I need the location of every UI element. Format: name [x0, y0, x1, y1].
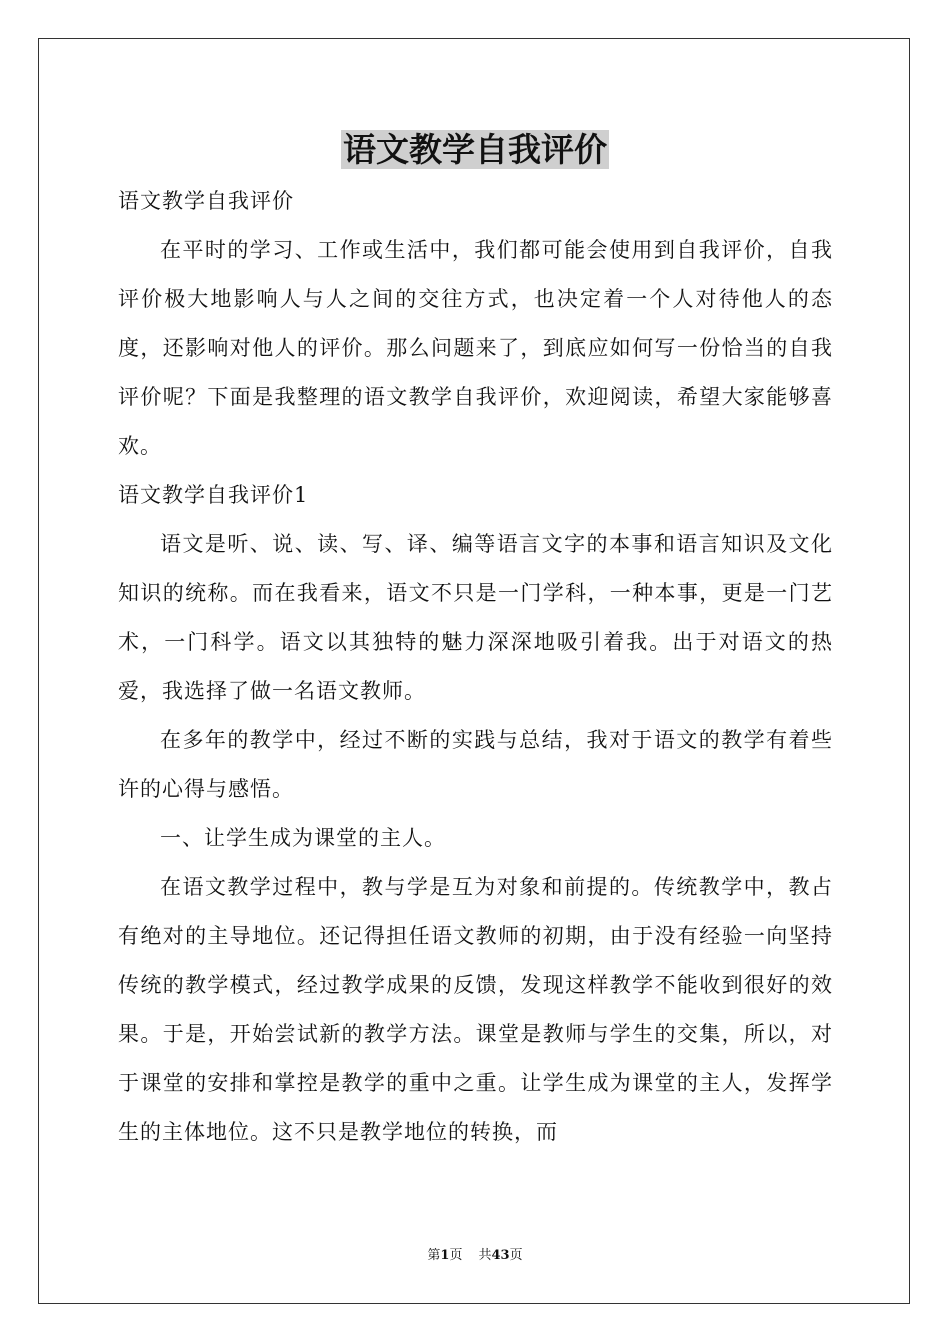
paragraph: 在平时的学习、工作或生活中，我们都可能会使用到自我评价，自我评价极大地影响人与人之间的交往方式，也决定着一个人对待他人的态度，还影响对他人的评价。那么问题来了，到底应如何写一份恰当的自我评价呢？下面是我整理的语文教学自我评价，欢迎阅读，希望大家能够喜欢。 — [118, 238, 833, 458]
page-footer — [0, 1246, 950, 1266]
document-title — [0, 128, 950, 172]
paragraph: 一、让学生成为课堂的主人。 — [160, 826, 446, 850]
paragraph: 语文是听、说、读、写、译、编等语言文字的本事和语言知识及文化知识的统称。而在我看来，语文不只是一门学科，一种本事，更是一门艺术，一门科学。语文以其独特的魅力深深地吸引着我。出于对语文的热爱，我选择了做一名语文教师。 — [118, 532, 833, 703]
paragraph: 在语文教学过程中，教与学是互为对象和前提的。传统教学中，教占有绝对的主导地位。还记得担任语文教师的初期，由于没有经验一向坚持传统的教学模式，经过教学成果的反馈，发现这样教学不能收到很好的效果。于是，开始尝试新的教学方法。课堂是教师与学生的交集，所以，对于课堂的安排和掌控是教学的重中之重。让学生成为课堂的主人，发挥学生的主体地位。这不只是教学地位的转换，而 — [118, 875, 833, 1144]
paragraph: 在多年的教学中，经过不断的实践与总结，我对于语文的教学有着些许的心得与感悟。 — [118, 728, 833, 801]
document-body — [118, 177, 833, 1157]
page-total: 43 — [491, 1248, 510, 1263]
paragraph: 语文教学自我评价1 — [118, 483, 309, 507]
paragraph: 语文教学自我评价 — [118, 189, 294, 213]
page-prefix: 第 — [427, 1248, 441, 1263]
total-label: 页 — [509, 1248, 523, 1263]
page-number: 1 — [440, 1248, 450, 1263]
document-title-text: 语文教学自我评价 — [343, 130, 607, 169]
total-prefix: 共 — [478, 1248, 492, 1263]
page-label: 页 — [449, 1248, 463, 1263]
